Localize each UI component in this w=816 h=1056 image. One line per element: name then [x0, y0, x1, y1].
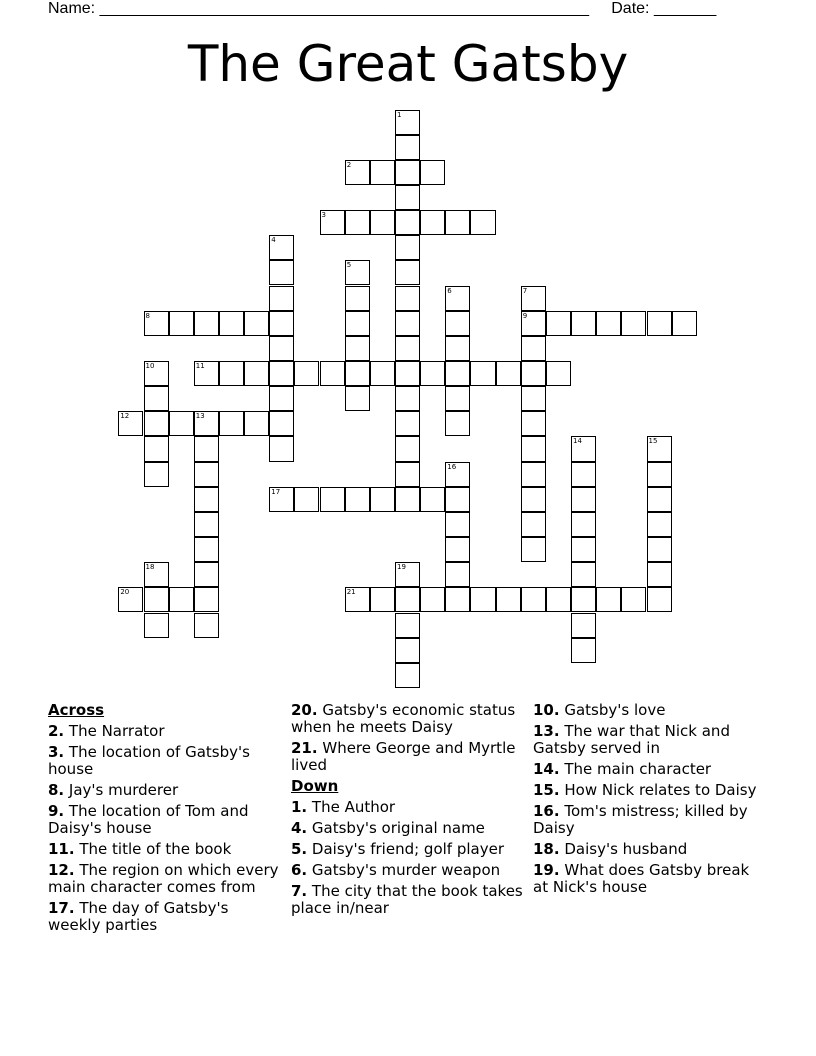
grid-cell[interactable]	[345, 160, 370, 185]
grid-cell[interactable]	[144, 411, 169, 436]
grid-cell[interactable]	[647, 562, 672, 587]
grid-cell[interactable]	[269, 361, 294, 386]
grid-cell[interactable]	[320, 361, 345, 386]
grid-cell[interactable]	[194, 537, 219, 562]
down-clue	[533, 841, 765, 858]
grid-cell[interactable]	[320, 487, 345, 512]
clue-text: The region on which every main character comes from	[48, 861, 279, 896]
grid-cell[interactable]	[269, 487, 294, 512]
across-clue	[48, 841, 280, 858]
grid-cell[interactable]	[647, 487, 672, 512]
down-clue	[291, 883, 523, 917]
across-clue	[48, 862, 280, 896]
grid-cell[interactable]	[395, 260, 420, 285]
down-clue	[533, 723, 765, 757]
grid-cell[interactable]	[345, 311, 370, 336]
clue-num: 6.	[291, 861, 308, 879]
grid-cell[interactable]	[269, 235, 294, 260]
clue-num: 15.	[533, 781, 560, 799]
grid-cell[interactable]	[395, 110, 420, 135]
clue-num: 9.	[48, 802, 65, 820]
clue-number: 4	[271, 236, 276, 245]
grid-cell[interactable]	[521, 537, 546, 562]
name-label: Name:	[48, 0, 96, 17]
grid-cell[interactable]	[169, 311, 194, 336]
grid-cell[interactable]	[672, 311, 697, 336]
clue-number: 17	[271, 487, 281, 496]
grid-cell[interactable]	[521, 361, 546, 386]
down-heading: Down	[291, 777, 339, 795]
clue-num: 3.	[48, 743, 65, 761]
clue-number: 20	[120, 588, 130, 597]
grid-cell[interactable]	[219, 411, 244, 436]
clue-num: 7.	[291, 882, 308, 900]
clue-text: How Nick relates to Daisy	[564, 781, 757, 799]
clue-number: 15	[648, 437, 658, 446]
grid-cell[interactable]	[395, 613, 420, 638]
clue-text: What does Gatsby break at Nick's house	[533, 861, 750, 896]
grid-cell[interactable]	[571, 512, 596, 537]
clue-number: 16	[447, 462, 457, 471]
grid-cell[interactable]	[370, 587, 395, 612]
grid-cell[interactable]	[647, 436, 672, 461]
grid-cell[interactable]	[470, 361, 495, 386]
grid-cell[interactable]	[521, 336, 546, 361]
grid-cell[interactable]	[420, 587, 445, 612]
grid-cell[interactable]	[420, 361, 445, 386]
down-clue	[291, 841, 523, 858]
grid-cell[interactable]	[345, 587, 370, 612]
clue-number: 7	[522, 286, 528, 295]
clue-num: 21.	[291, 739, 318, 757]
grid-cell[interactable]	[445, 386, 470, 411]
grid-cell[interactable]	[144, 311, 169, 336]
grid-cell[interactable]	[395, 286, 420, 311]
grid-cell[interactable]	[521, 286, 546, 311]
down-clue	[291, 820, 523, 837]
clue-number: 10	[145, 362, 155, 370]
clue-number: 8	[145, 311, 150, 320]
grid-cell[interactable]	[546, 587, 571, 612]
clue-number: 21	[346, 588, 356, 597]
clue-number: 14	[573, 437, 582, 446]
grid-cell[interactable]	[370, 487, 395, 512]
grid-cell[interactable]	[169, 411, 194, 436]
grid-cell[interactable]	[621, 311, 646, 336]
clue-number: 9	[522, 311, 528, 320]
grid-cell[interactable]	[395, 562, 420, 587]
grid-cell[interactable]	[546, 311, 571, 336]
grid-cell[interactable]	[647, 537, 672, 562]
clue-text: The Author	[311, 798, 396, 816]
clue-num: 4.	[291, 819, 308, 837]
clues-column-3	[533, 702, 765, 900]
grid-cell[interactable]	[219, 311, 244, 336]
grid-cell[interactable]	[118, 587, 143, 612]
down-clue	[533, 761, 765, 778]
clue-text: The city that the book takes place in/near	[291, 882, 523, 917]
grid-cell[interactable]	[445, 286, 470, 311]
grid-cell[interactable]	[395, 638, 420, 663]
grid-cell[interactable]	[345, 386, 370, 411]
clue-text: The title of the book	[79, 840, 232, 858]
clue-text: The day of Gatsby's weekly parties	[48, 899, 229, 934]
clue-number: 12	[120, 412, 130, 421]
name-blank[interactable]: _______________________________________________________	[99, 0, 589, 17]
grid-cell[interactable]	[395, 210, 420, 235]
grid-cell[interactable]	[144, 361, 169, 386]
grid-cell[interactable]	[345, 260, 370, 285]
grid-cell[interactable]	[647, 587, 672, 612]
grid-cell[interactable]	[144, 613, 169, 638]
across-clue	[48, 803, 280, 837]
grid-cell[interactable]	[269, 386, 294, 411]
clues-column-2	[291, 702, 523, 921]
grid-cell[interactable]	[571, 311, 596, 336]
grid-cell[interactable]	[345, 336, 370, 361]
grid-cell[interactable]	[370, 160, 395, 185]
grid-cell[interactable]	[269, 336, 294, 361]
grid-cell[interactable]	[244, 311, 269, 336]
grid-cell[interactable]	[269, 436, 294, 461]
across-clue	[48, 744, 280, 778]
grid-cell[interactable]	[194, 462, 219, 487]
clue-number: 5	[346, 261, 352, 270]
grid-cell[interactable]	[395, 462, 420, 487]
grid-cell[interactable]	[118, 411, 143, 436]
grid-cell[interactable]	[395, 386, 420, 411]
clue-text: The location of Tom and Daisy's house	[48, 802, 249, 837]
grid-cell[interactable]	[521, 587, 546, 612]
grid-cell[interactable]	[269, 411, 294, 436]
clue-number: 19	[397, 563, 406, 572]
grid-cell[interactable]	[420, 210, 445, 235]
grid-cell[interactable]	[370, 210, 395, 235]
grid-cell[interactable]	[420, 160, 445, 185]
clue-num: 10.	[533, 701, 560, 719]
grid-cell[interactable]	[521, 487, 546, 512]
clue-num: 2.	[48, 722, 65, 740]
clue-number: 18	[145, 563, 155, 572]
grid-cell[interactable]	[571, 462, 596, 487]
clue-number: 11	[195, 362, 205, 370]
clue-text: Gatsby's original name	[311, 819, 485, 837]
grid-cell[interactable]	[194, 487, 219, 512]
grid-cell[interactable]	[445, 411, 470, 436]
grid-cell[interactable]	[546, 361, 571, 386]
across-clue	[48, 723, 280, 740]
clue-num: 12.	[48, 861, 75, 879]
across-clue	[291, 740, 523, 774]
grid-cell[interactable]	[194, 562, 219, 587]
grid-cell[interactable]	[194, 587, 219, 612]
grid-cell[interactable]	[144, 562, 169, 587]
grid-cell[interactable]	[194, 613, 219, 638]
grid-cell[interactable]	[596, 587, 621, 612]
grid-cell[interactable]	[571, 562, 596, 587]
grid-cell[interactable]	[395, 487, 420, 512]
grid-cell[interactable]	[470, 587, 495, 612]
down-clue	[533, 803, 765, 837]
grid-cell[interactable]	[194, 436, 219, 461]
grid-cell[interactable]	[445, 210, 470, 235]
clue-num: 8.	[48, 781, 65, 799]
grid-cell[interactable]	[345, 487, 370, 512]
grid-cell[interactable]	[345, 286, 370, 311]
grid-cell[interactable]	[521, 512, 546, 537]
grid-cell[interactable]	[395, 436, 420, 461]
grid-cell[interactable]	[596, 311, 621, 336]
date-blank[interactable]: _______	[653, 0, 717, 17]
across-clue	[48, 900, 280, 934]
grid-cell[interactable]	[144, 436, 169, 461]
grid-cell[interactable]	[395, 361, 420, 386]
grid-cell[interactable]	[621, 587, 646, 612]
down-clue	[291, 862, 523, 879]
clue-num: 5.	[291, 840, 308, 858]
grid-cell[interactable]	[194, 311, 219, 336]
grid-cell[interactable]	[445, 487, 470, 512]
clue-text: Gatsby's murder weapon	[311, 861, 501, 879]
grid-cell[interactable]	[219, 361, 244, 386]
clue-num: 1.	[291, 798, 308, 816]
grid-cell[interactable]	[521, 436, 546, 461]
clue-text: The Narrator	[68, 722, 165, 740]
clue-num: 16.	[533, 802, 560, 820]
grid-cell[interactable]	[571, 638, 596, 663]
grid-cell[interactable]	[445, 336, 470, 361]
clue-num: 11.	[48, 840, 75, 858]
grid-cell[interactable]	[647, 512, 672, 537]
down-clue	[291, 799, 523, 816]
grid-cell[interactable]	[194, 361, 219, 386]
grid-cell[interactable]	[395, 411, 420, 436]
grid-cell[interactable]	[345, 361, 370, 386]
clues-column-1	[48, 702, 280, 938]
grid-cell[interactable]	[395, 235, 420, 260]
grid-cell[interactable]	[395, 160, 420, 185]
grid-cell[interactable]	[294, 361, 319, 386]
grid-cell[interactable]	[445, 512, 470, 537]
grid-cell[interactable]	[320, 210, 345, 235]
clue-number: 2	[346, 160, 352, 169]
grid-cell[interactable]	[144, 587, 169, 612]
grid-cell[interactable]	[294, 487, 319, 512]
clue-text: The main character	[564, 760, 712, 778]
grid-cell[interactable]	[571, 587, 596, 612]
grid-cell[interactable]	[269, 260, 294, 285]
grid-cell[interactable]	[269, 311, 294, 336]
grid-cell[interactable]	[395, 135, 420, 160]
grid-cell[interactable]	[496, 587, 521, 612]
clue-number: 1	[397, 110, 402, 119]
date-label: Date:	[611, 0, 650, 17]
grid-cell[interactable]	[647, 311, 672, 336]
clue-num: 19.	[533, 861, 560, 879]
grid-cell[interactable]	[194, 411, 219, 436]
grid-cell[interactable]	[571, 613, 596, 638]
clue-text: Where George and Myrtle lived	[291, 739, 516, 774]
clue-number: 13	[195, 412, 205, 421]
grid-cell[interactable]	[144, 386, 169, 411]
grid-cell[interactable]	[521, 386, 546, 411]
clue-num: 18.	[533, 840, 560, 858]
clue-text: Jay's murderer	[68, 781, 179, 799]
grid-cell[interactable]	[420, 487, 445, 512]
grid-cell[interactable]	[647, 462, 672, 487]
clue-text: Gatsby's economic status when he meets Daisy	[291, 701, 516, 736]
grid-cell[interactable]	[194, 512, 219, 537]
grid-cell[interactable]	[269, 286, 294, 311]
grid-cell[interactable]	[521, 411, 546, 436]
clue-text: Daisy's husband	[564, 840, 688, 858]
clue-text: Tom's mistress; killed by Daisy	[533, 802, 748, 837]
grid-cell[interactable]	[445, 562, 470, 587]
grid-cell[interactable]	[244, 361, 269, 386]
clue-num: 14.	[533, 760, 560, 778]
grid-cell[interactable]	[470, 210, 495, 235]
grid-cell[interactable]	[445, 537, 470, 562]
grid-cell[interactable]	[395, 663, 420, 688]
clue-num: 17.	[48, 899, 75, 917]
grid-cell[interactable]	[445, 311, 470, 336]
clue-text: The location of Gatsby's house	[48, 743, 250, 778]
down-clue	[533, 702, 765, 719]
clue-num: 13.	[533, 722, 560, 740]
across-clue	[291, 702, 523, 736]
grid-cell[interactable]	[445, 462, 470, 487]
clue-text: The war that Nick and Gatsby served in	[533, 722, 730, 757]
grid-cell[interactable]	[370, 361, 395, 386]
down-clue	[533, 782, 765, 799]
across-heading: Across	[48, 701, 105, 719]
grid-cell[interactable]	[244, 411, 269, 436]
grid-cell[interactable]	[395, 311, 420, 336]
clue-number: 6	[447, 286, 452, 295]
grid-cell[interactable]	[571, 436, 596, 461]
clue-text: Gatsby's love	[564, 701, 666, 719]
grid-cell[interactable]	[571, 537, 596, 562]
grid-cell[interactable]	[496, 361, 521, 386]
clue-number: 3	[321, 211, 327, 220]
grid-cell[interactable]	[395, 587, 420, 612]
across-clue	[48, 782, 280, 799]
clue-num: 20.	[291, 701, 318, 719]
page-title: The Great Gatsby	[187, 35, 629, 93]
grid-cell[interactable]	[445, 361, 470, 386]
grid-cell[interactable]	[395, 185, 420, 210]
grid-cell[interactable]	[571, 487, 596, 512]
grid-cell[interactable]	[345, 210, 370, 235]
grid-cell[interactable]	[169, 587, 194, 612]
grid-cell[interactable]	[144, 462, 169, 487]
clue-text: Daisy's friend; golf player	[311, 840, 504, 858]
grid-cell[interactable]	[521, 462, 546, 487]
grid-cell[interactable]	[521, 311, 546, 336]
grid-cell[interactable]	[445, 587, 470, 612]
down-clue	[533, 862, 765, 896]
grid-cell[interactable]	[395, 336, 420, 361]
